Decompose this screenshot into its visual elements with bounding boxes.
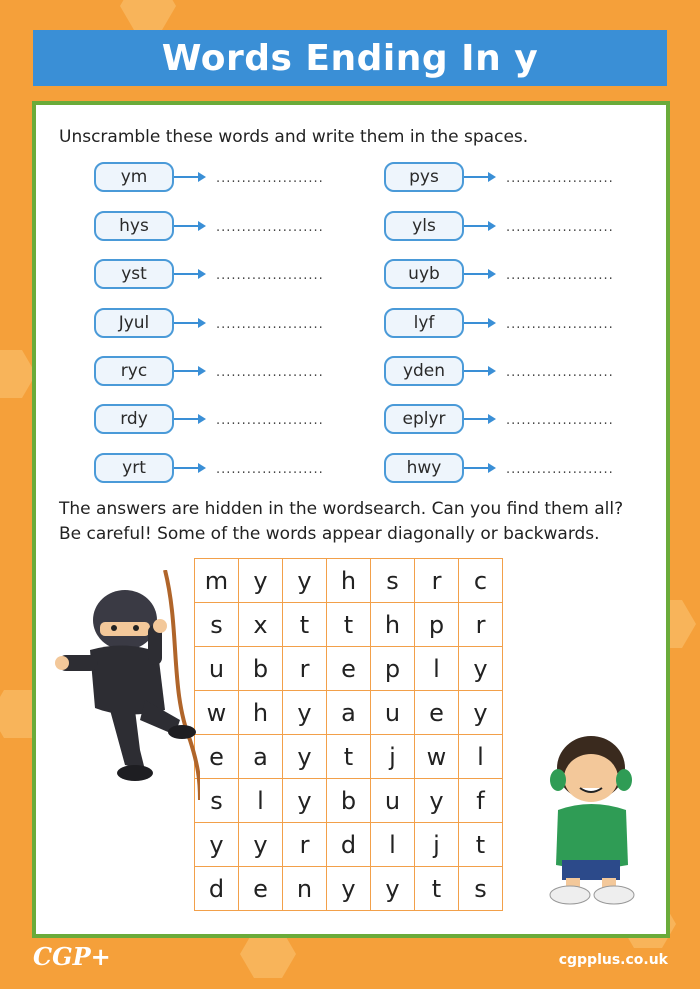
grid-cell[interactable]: r	[459, 603, 503, 647]
scrambled-word: uyb	[384, 259, 464, 289]
grid-cell[interactable]: t	[459, 823, 503, 867]
arrow-right-icon	[464, 413, 496, 425]
answer-blank[interactable]: .....................	[506, 317, 614, 332]
grid-row	[195, 647, 503, 691]
scrambled-word: yls	[384, 211, 464, 241]
grid-cell[interactable]: r	[283, 823, 327, 867]
grid-cell[interactable]: s	[371, 559, 415, 603]
background-hexagon	[120, 0, 176, 30]
arrow-right-icon	[174, 413, 206, 425]
grid-cell[interactable]: t	[327, 735, 371, 779]
scrambled-word: Jyul	[94, 308, 174, 338]
arrow-right-icon	[464, 365, 496, 377]
arrow-right-icon	[174, 220, 206, 232]
answer-blank[interactable]: .....................	[506, 171, 614, 186]
answer-blank[interactable]: .....................	[216, 220, 324, 235]
background-hexagon	[0, 350, 36, 398]
page-title: Words Ending In y	[161, 37, 539, 79]
arrow-right-icon	[174, 317, 206, 329]
grid-row	[195, 603, 503, 647]
grid-cell[interactable]: p	[371, 647, 415, 691]
grid-cell[interactable]: p	[415, 603, 459, 647]
grid-cell[interactable]: d	[327, 823, 371, 867]
grid-cell[interactable]: a	[327, 691, 371, 735]
grid-cell[interactable]: y	[459, 691, 503, 735]
grid-cell[interactable]: s	[195, 779, 239, 823]
grid-row	[195, 779, 503, 823]
grid-cell[interactable]: t	[283, 603, 327, 647]
answer-blank[interactable]: .....................	[216, 462, 324, 477]
answer-blank[interactable]: .....................	[216, 171, 324, 186]
grid-row	[195, 691, 503, 735]
scrambled-word: ryc	[94, 356, 174, 386]
scrambled-word: lyf	[384, 308, 464, 338]
scrambled-word: eplyr	[384, 404, 464, 434]
answer-blank[interactable]: .....................	[216, 317, 324, 332]
grid-cell[interactable]: m	[195, 559, 239, 603]
scrambled-word: rdy	[94, 404, 174, 434]
grid-cell[interactable]: n	[283, 867, 327, 911]
answer-blank[interactable]: .....................	[216, 413, 324, 428]
answer-blank[interactable]: .....................	[506, 268, 614, 283]
grid-cell[interactable]: y	[239, 823, 283, 867]
instructions-text: Unscramble these words and write them in the spaces.	[59, 127, 529, 147]
cgp-logo[interactable]: CGP+	[33, 942, 111, 971]
wordsearch-intro-line-2: Be careful! Some of the words appear diagonally or backwards.	[59, 524, 600, 544]
grid-row	[195, 823, 503, 867]
grid-cell[interactable]: t	[415, 867, 459, 911]
grid-cell[interactable]: l	[371, 823, 415, 867]
grid-cell[interactable]: y	[327, 867, 371, 911]
wordsearch-grid	[194, 558, 503, 911]
grid-cell[interactable]: s	[195, 603, 239, 647]
footer-url-link[interactable]: cgpplus.co.uk	[558, 952, 668, 968]
answer-blank[interactable]: .....................	[506, 365, 614, 380]
grid-cell[interactable]: e	[195, 735, 239, 779]
grid-cell[interactable]: f	[459, 779, 503, 823]
grid-cell[interactable]: y	[415, 779, 459, 823]
grid-cell[interactable]: x	[239, 603, 283, 647]
grid-cell[interactable]: h	[371, 603, 415, 647]
title-bar	[33, 30, 667, 86]
grid-cell[interactable]: e	[415, 691, 459, 735]
grid-cell[interactable]: e	[327, 647, 371, 691]
grid-cell[interactable]: y	[283, 691, 327, 735]
arrow-right-icon	[174, 171, 206, 183]
grid-cell[interactable]: y	[459, 647, 503, 691]
arrow-right-icon	[464, 220, 496, 232]
grid-row	[195, 867, 503, 911]
ninja-climbing-rope-illustration	[50, 570, 200, 800]
grid-cell[interactable]: u	[371, 691, 415, 735]
arrow-right-icon	[464, 317, 496, 329]
grid-cell[interactable]: u	[371, 779, 415, 823]
grid-cell[interactable]: y	[195, 823, 239, 867]
arrow-right-icon	[174, 365, 206, 377]
grid-cell[interactable]: l	[459, 735, 503, 779]
grid-cell[interactable]: r	[415, 559, 459, 603]
answer-blank[interactable]: .....................	[216, 365, 324, 380]
grid-cell[interactable]: a	[239, 735, 283, 779]
grid-cell[interactable]: l	[415, 647, 459, 691]
scared-boy-illustration	[536, 730, 651, 905]
grid-row	[195, 735, 503, 779]
scrambled-word: pys	[384, 162, 464, 192]
grid-cell[interactable]: w	[415, 735, 459, 779]
scrambled-word: hwy	[384, 453, 464, 483]
answer-blank[interactable]: .....................	[506, 220, 614, 235]
grid-cell[interactable]: e	[239, 867, 283, 911]
scrambled-word: yrt	[94, 453, 174, 483]
grid-cell[interactable]: s	[459, 867, 503, 911]
grid-cell[interactable]: b	[239, 647, 283, 691]
grid-cell[interactable]: l	[239, 779, 283, 823]
arrow-right-icon	[464, 462, 496, 474]
scrambled-word: hys	[94, 211, 174, 241]
grid-cell[interactable]: y	[371, 867, 415, 911]
arrow-right-icon	[464, 171, 496, 183]
grid-cell[interactable]: j	[371, 735, 415, 779]
grid-cell[interactable]: y	[283, 735, 327, 779]
answer-blank[interactable]: .....................	[506, 462, 614, 477]
scrambled-word: yden	[384, 356, 464, 386]
grid-cell[interactable]: j	[415, 823, 459, 867]
grid-cell[interactable]: c	[459, 559, 503, 603]
grid-cell[interactable]: w	[195, 691, 239, 735]
grid-cell[interactable]: b	[327, 779, 371, 823]
answer-blank[interactable]: .....................	[216, 268, 324, 283]
scrambled-word: ym	[94, 162, 174, 192]
arrow-right-icon	[174, 268, 206, 280]
arrow-right-icon	[464, 268, 496, 280]
worksheet-panel	[32, 101, 670, 938]
grid-cell[interactable]: t	[327, 603, 371, 647]
grid-cell[interactable]: r	[283, 647, 327, 691]
grid-cell[interactable]: d	[195, 867, 239, 911]
grid-cell[interactable]: y	[283, 559, 327, 603]
grid-row	[195, 559, 503, 603]
grid-cell[interactable]: u	[195, 647, 239, 691]
grid-cell[interactable]: h	[327, 559, 371, 603]
scrambled-word: yst	[94, 259, 174, 289]
wordsearch-intro-line-1: The answers are hidden in the wordsearch. Can you find them all?	[59, 499, 624, 519]
grid-cell[interactable]: h	[239, 691, 283, 735]
grid-cell[interactable]: y	[283, 779, 327, 823]
arrow-right-icon	[174, 462, 206, 474]
answer-blank[interactable]: .....................	[506, 413, 614, 428]
grid-cell[interactable]: y	[239, 559, 283, 603]
